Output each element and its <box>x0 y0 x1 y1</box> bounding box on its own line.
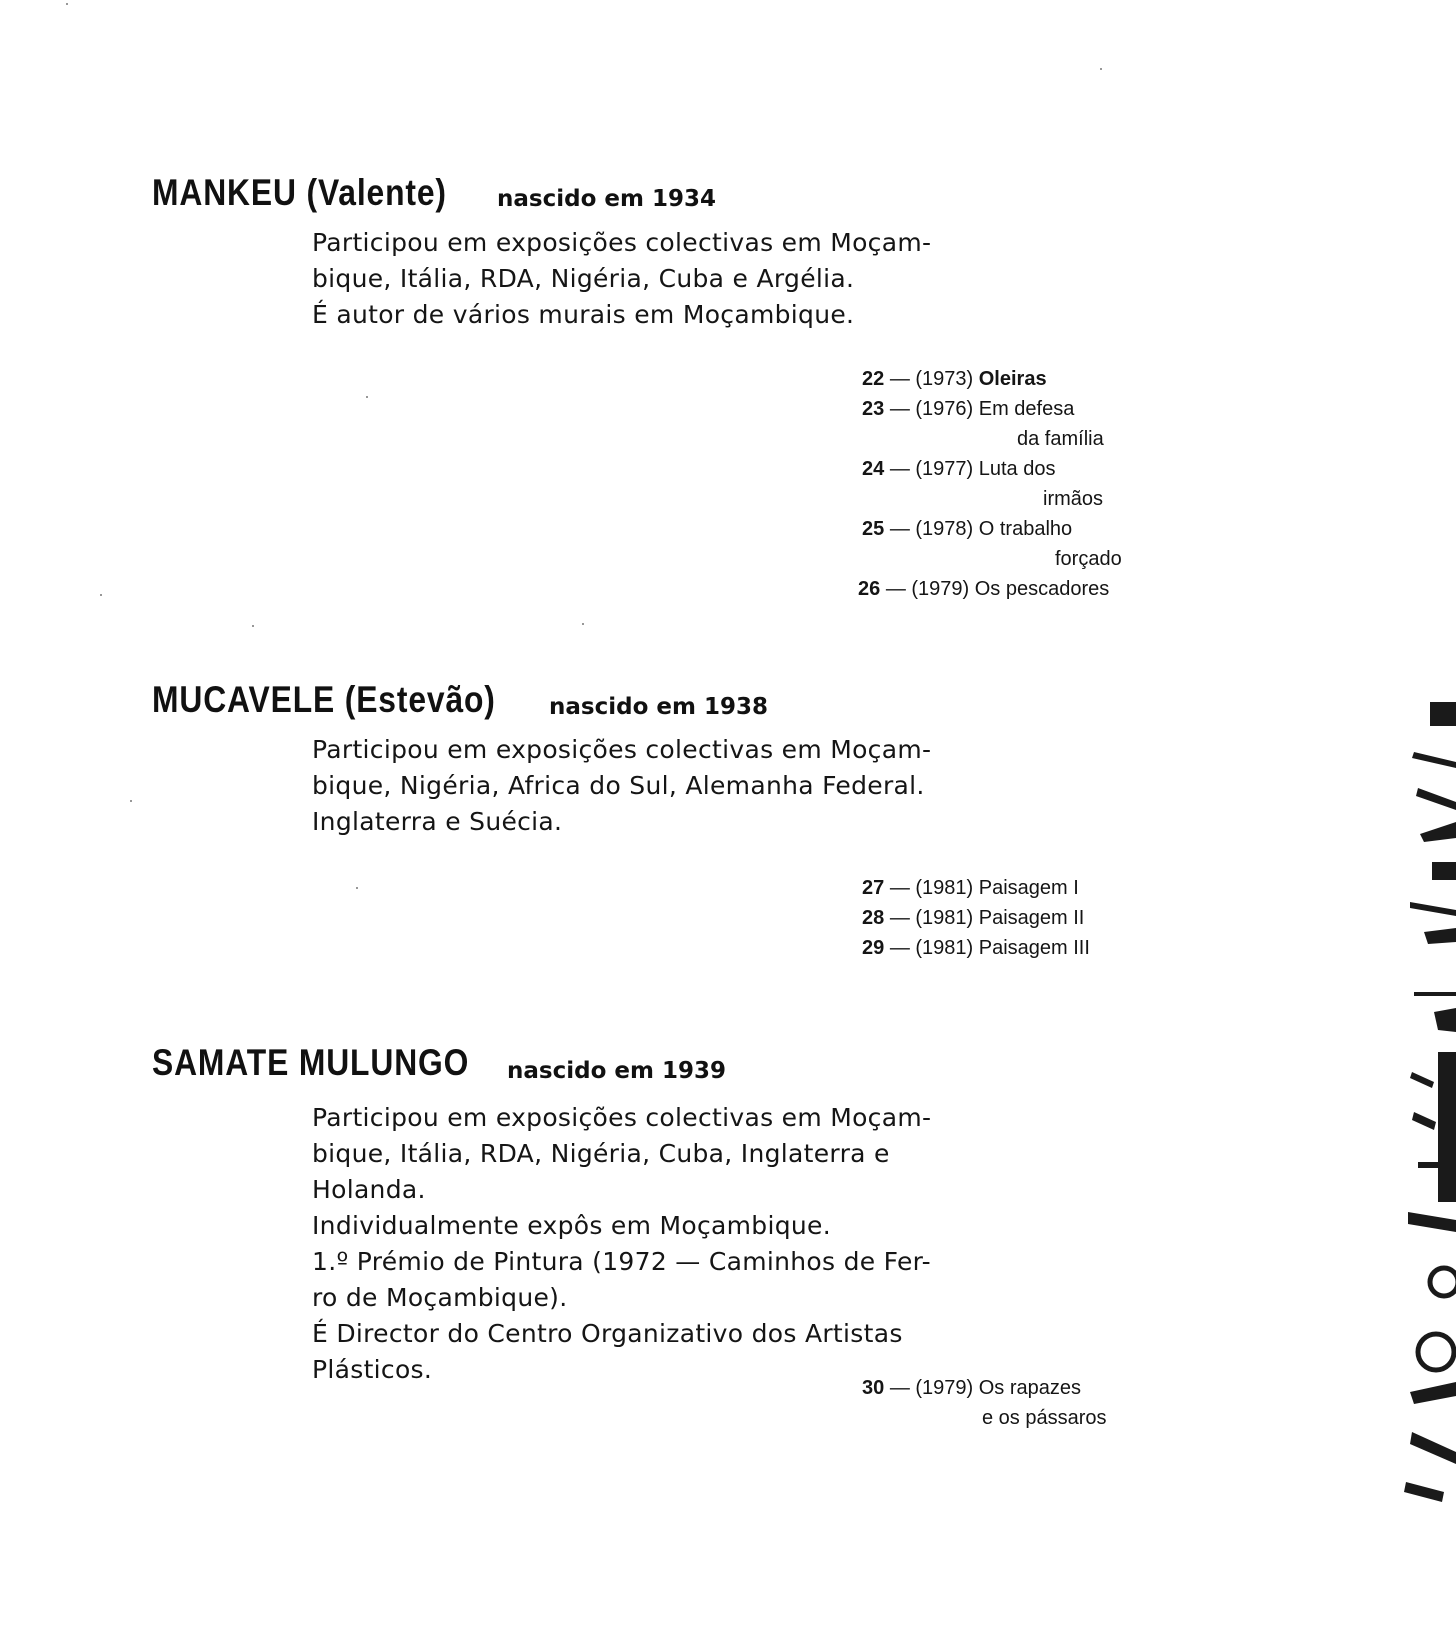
work-title: O trabalho <box>978 518 1073 540</box>
bio-line: bique, Itália, RDA, Nigéria, Cuba e Argélia. <box>312 264 855 293</box>
artist-birth-year: nascido em 1938 <box>549 694 768 720</box>
work-title-continued: da família <box>1017 428 1104 450</box>
bio-line: bique, Itália, RDA, Nigéria, Cuba, Inglaterra e <box>312 1139 890 1168</box>
bio-line: Individualmente expôs em Moçambique. <box>312 1211 831 1240</box>
dash: — <box>889 877 910 899</box>
work-title-continued: forçado <box>1055 548 1122 570</box>
bio-line: É autor de vários murais em Moçambique. <box>312 300 855 329</box>
work-year: (1976) <box>915 398 974 420</box>
work-item <box>858 578 1109 601</box>
dash: — <box>889 907 910 929</box>
work-year: (1978) <box>915 518 974 540</box>
work-number: 23 <box>862 398 885 420</box>
bio-line: bique, Nigéria, Africa do Sul, Alemanha Federal. <box>312 771 925 800</box>
work-item <box>862 518 1072 541</box>
bio-line: Participou em exposições colectivas em Moçam- <box>312 228 932 257</box>
artist-name: SAMATE MULUNGO <box>152 1042 470 1083</box>
bio-line: Inglaterra e Suécia. <box>312 807 563 836</box>
bio-line: ro de Moçambique). <box>312 1283 568 1312</box>
scan-speck <box>356 887 358 889</box>
work-number: 30 <box>862 1377 885 1399</box>
work-year: (1979) <box>911 578 970 600</box>
bio-line: Holanda. <box>312 1175 426 1204</box>
bio-line: 1.º Prémio de Pintura (1972 — Caminhos de Fer- <box>312 1247 931 1276</box>
work-item <box>862 937 1090 960</box>
work-year: (1981) <box>915 937 974 959</box>
work-title: Luta dos <box>978 458 1056 480</box>
work-title: Os rapazes <box>978 1377 1082 1399</box>
scan-speck <box>130 800 132 802</box>
work-title-continued: irmãos <box>1043 488 1104 510</box>
dash: — <box>889 937 910 959</box>
work-year: (1977) <box>915 458 974 480</box>
artist-birth-year: nascido em 1934 <box>497 186 716 212</box>
dash: — <box>889 368 910 390</box>
artist-name: MANKEU (Valente) <box>152 172 447 213</box>
work-item <box>862 368 1047 391</box>
work-number: 27 <box>862 877 885 899</box>
artist-birth-year: nascido em 1939 <box>507 1058 726 1084</box>
scan-speck <box>252 625 254 627</box>
scan-speck <box>582 623 584 625</box>
work-title: Paisagem III <box>978 937 1090 959</box>
work-number: 29 <box>862 937 885 959</box>
scan-speck <box>1100 68 1102 70</box>
work-year: (1981) <box>915 907 974 929</box>
scan-speck <box>100 594 102 596</box>
work-item <box>862 398 1074 421</box>
work-title: Paisagem II <box>978 907 1085 929</box>
work-item <box>862 877 1079 900</box>
work-item <box>862 1377 1081 1400</box>
work-year: (1979) <box>915 1377 974 1399</box>
scan-speck <box>66 3 68 5</box>
bio-line: Participou em exposições colectivas em Moçam- <box>312 1103 932 1132</box>
dash: — <box>885 578 906 600</box>
work-title: Os pescadores <box>974 578 1110 600</box>
scan-speck <box>366 396 368 398</box>
work-number: 28 <box>862 907 885 929</box>
work-title: Oleiras <box>978 368 1047 390</box>
work-number: 26 <box>858 578 881 600</box>
artist-name: MUCAVELE (Estevão) <box>152 679 496 720</box>
dash: — <box>889 518 910 540</box>
work-number: 22 <box>862 368 885 390</box>
bio-line: Plásticos. <box>312 1355 433 1384</box>
dash: — <box>889 1377 910 1399</box>
dash: — <box>889 458 910 480</box>
work-item <box>862 458 1055 481</box>
bio-line: Participou em exposições colectivas em Moçam- <box>312 735 932 764</box>
work-title: Paisagem I <box>978 877 1079 899</box>
work-title: Em defesa <box>978 398 1075 420</box>
work-title-continued: e os pássaros <box>982 1407 1107 1429</box>
dash: — <box>889 398 910 420</box>
work-year: (1981) <box>915 877 974 899</box>
work-year: (1973) <box>915 368 974 390</box>
work-item <box>862 907 1084 930</box>
bio-line: É Director do Centro Organizativo dos Artistas <box>312 1319 903 1348</box>
work-number: 24 <box>862 458 885 480</box>
artwork-edge-image <box>1404 692 1456 1552</box>
work-number: 25 <box>862 518 885 540</box>
